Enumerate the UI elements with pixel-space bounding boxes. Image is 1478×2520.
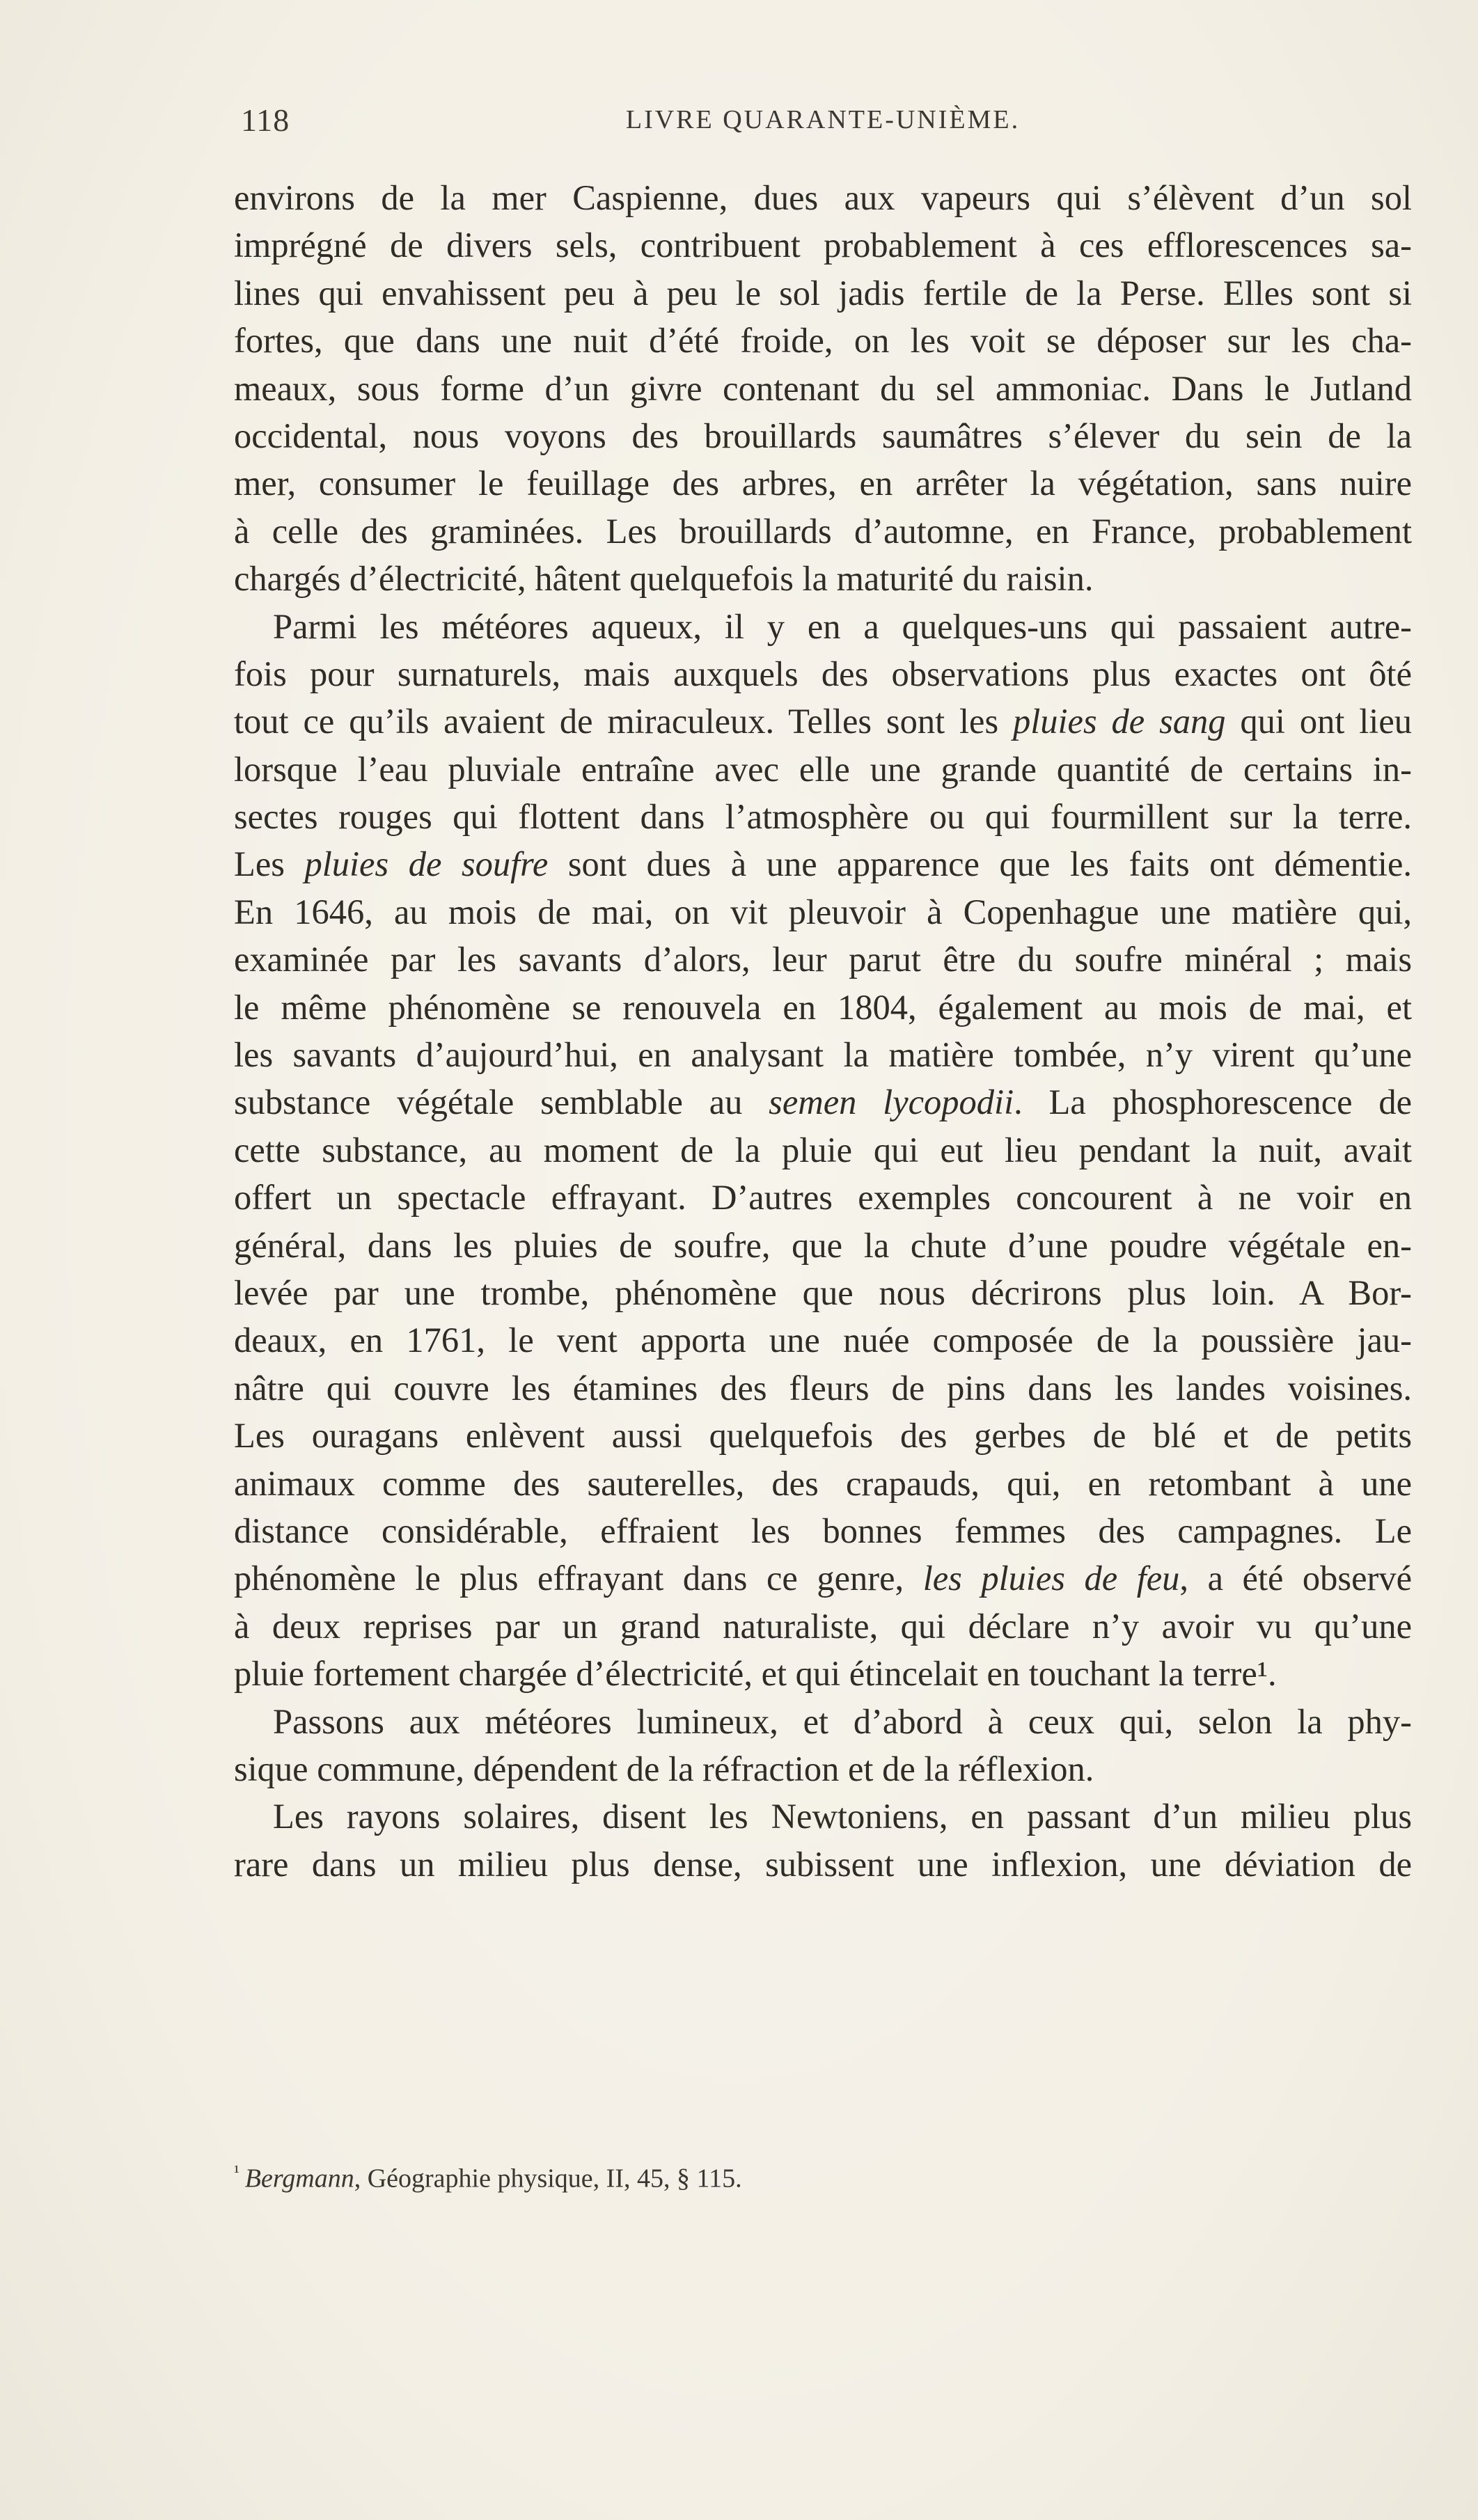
page-number: 118	[241, 102, 290, 138]
text-run: mer, consumer le feuillage des arbres, en arrêter la végétation, sans nuire	[234, 464, 1412, 503]
italic-phrase: semen lycopodii	[769, 1082, 1014, 1122]
text-line	[234, 650, 1412, 698]
text-run: Les ouragans enlèvent aussi quelquefois des gerbes de blé et de petits	[234, 1416, 1412, 1456]
text-run: imprégné de divers sels, contribuent probablement à ces efflorescences sa-	[234, 226, 1412, 265]
text-line	[234, 1412, 1412, 1459]
text-line	[234, 1698, 1412, 1745]
text-line	[234, 459, 1412, 507]
italic-phrase: les pluies de feu	[922, 1559, 1180, 1598]
text-run: Parmi les météores aqueux, il y en a quelques-uns qui passaient autre-	[273, 606, 1412, 646]
text-line	[234, 1602, 1412, 1650]
text-line	[234, 984, 1412, 1031]
text-run: sont dues à une apparence que les faits ont démentie.	[548, 844, 1412, 884]
text-line	[234, 746, 1412, 793]
text-run: tout ce qu’ils avaient de miraculeux. Telles sont les	[234, 702, 1013, 741]
page-header	[234, 102, 1412, 143]
text-run: lorsque l’eau pluviale entraîne avec elle une grande quantité de certains in-	[234, 749, 1412, 789]
text-line	[234, 507, 1412, 555]
footnote-mark: ¹	[234, 2161, 239, 2182]
text-run: le même phénomène se renouvela en 1804, également au mois de mai, et	[234, 987, 1412, 1027]
text-run: pluie fortement chargée d’électricité, et qui étincelait en touchant la terre¹.	[234, 1654, 1277, 1694]
text-line	[234, 793, 1412, 840]
text-line	[234, 1793, 1412, 1840]
text-run: général, dans les pluies de soufre, que la chute d’une poudre végétale en-	[234, 1225, 1412, 1265]
text-run: lines qui envahissent peu à peu le sol jadis fertile de la Perse. Elles sont si	[234, 273, 1412, 313]
text-line	[234, 1460, 1412, 1507]
text-line	[234, 1841, 1412, 1888]
text-run: animaux comme des sauterelles, des crapauds, qui, en retombant à une	[234, 1463, 1412, 1503]
text-line	[234, 1650, 1412, 1697]
text-run: En 1646, au mois de mai, on vit pleuvoir à Copenhague une matière qui,	[234, 892, 1412, 931]
text-run: distance considérable, effraient les bonnes femmes des campagnes. Le	[234, 1511, 1412, 1550]
text-run: . La phosphorescence de	[1014, 1082, 1412, 1122]
text-run: substance végétale semblable au	[234, 1082, 769, 1122]
text-run: à celle des graminées. Les brouillards d’automne, en France, probablement	[234, 511, 1412, 551]
text-line	[234, 1364, 1412, 1412]
text-line	[234, 174, 1412, 221]
text-line	[234, 888, 1412, 936]
text-run: levée par une trombe, phénomène que nous décrirons plus loin. A Bor-	[234, 1273, 1412, 1312]
text-line	[234, 412, 1412, 459]
text-line	[234, 269, 1412, 317]
text-run: sique commune, dépendent de la réfraction et de la réflexion.	[234, 1749, 1094, 1788]
text-run: Les rayons solaires, disent les Newtoniens, en passant d’un milieu plus	[273, 1797, 1412, 1836]
text-line	[234, 221, 1412, 269]
text-line	[234, 1554, 1412, 1602]
text-line	[234, 1222, 1412, 1269]
text-line	[234, 698, 1412, 745]
text-line	[234, 840, 1412, 888]
text-run: à deux reprises par un grand naturaliste, qui déclare n’y avoir vu qu’une	[234, 1606, 1412, 1646]
text-run: qui ont lieu	[1225, 702, 1412, 741]
text-run: phénomène le plus effrayant dans ce genre,	[234, 1559, 923, 1598]
text-line	[234, 555, 1412, 602]
text-line	[234, 603, 1412, 650]
italic-phrase: pluies de sang	[1013, 702, 1226, 741]
text-line	[234, 1126, 1412, 1174]
text-line	[234, 365, 1412, 412]
text-run: deaux, en 1761, le vent apporta une nuée composée de la poussière jau-	[234, 1321, 1412, 1360]
footnote-author: Bergmann	[244, 2164, 354, 2194]
running-head: LIVRE QUARANTE-UNIÈME.	[625, 105, 1021, 134]
text-line	[234, 317, 1412, 364]
text-line	[234, 1507, 1412, 1554]
text-run: , a été observé	[1179, 1559, 1412, 1598]
italic-phrase: pluies de soufre	[304, 844, 549, 884]
text-run: rare dans un milieu plus dense, subissent une inflexion, une déviation de	[234, 1844, 1412, 1884]
text-line	[234, 1316, 1412, 1364]
text-run: les savants d’aujourd’hui, en analysant la matière tombée, n’y virent qu’une	[234, 1035, 1412, 1075]
text-line	[234, 1031, 1412, 1078]
text-run: Passons aux météores lumineux, et d’abord à ceux qui, selon la phy-	[273, 1701, 1412, 1741]
text-line	[234, 936, 1412, 983]
text-run: offert un spectacle effrayant. D’autres exemples concourent à ne voir en	[234, 1178, 1412, 1218]
text-line	[234, 1078, 1412, 1126]
text-run: environs de la mer Caspienne, dues aux vapeurs qui s’élèvent d’un sol	[234, 178, 1412, 217]
footnote-reference: , Géographie physique, II, 45, § 115.	[354, 2164, 742, 2194]
text-run: chargés d’électricité, hâtent quelquefois la maturité du raisin.	[234, 559, 1094, 599]
footnote	[234, 2161, 1412, 2194]
text-line	[234, 1174, 1412, 1221]
text-run: fortes, que dans une nuit d’été froide, on les voit se déposer sur les cha-	[234, 321, 1412, 361]
text-run: meaux, sous forme d’un givre contenant du sel ammoniac. Dans le Jutland	[234, 368, 1412, 408]
text-run: cette substance, au moment de la pluie qui eut lieu pendant la nuit, avait	[234, 1130, 1412, 1170]
text-run: Les	[234, 844, 305, 884]
text-run: occidental, nous voyons des brouillards saumâtres s’élever du sein de la	[234, 416, 1412, 455]
text-line	[234, 1269, 1412, 1316]
body-text	[234, 174, 1412, 1888]
text-run: examinée par les savants d’alors, leur parut être du soufre minéral ; mais	[234, 940, 1412, 979]
text-run: fois pour surnaturels, mais auxquels des observations plus exactes ont ôté	[234, 654, 1412, 693]
text-run: nâtre qui couvre les étamines des fleurs de pins dans les landes voisines.	[234, 1368, 1412, 1408]
text-run: sectes rouges qui flottent dans l’atmosphère ou qui fourmillent sur la terre.	[234, 797, 1412, 837]
text-line	[234, 1745, 1412, 1793]
